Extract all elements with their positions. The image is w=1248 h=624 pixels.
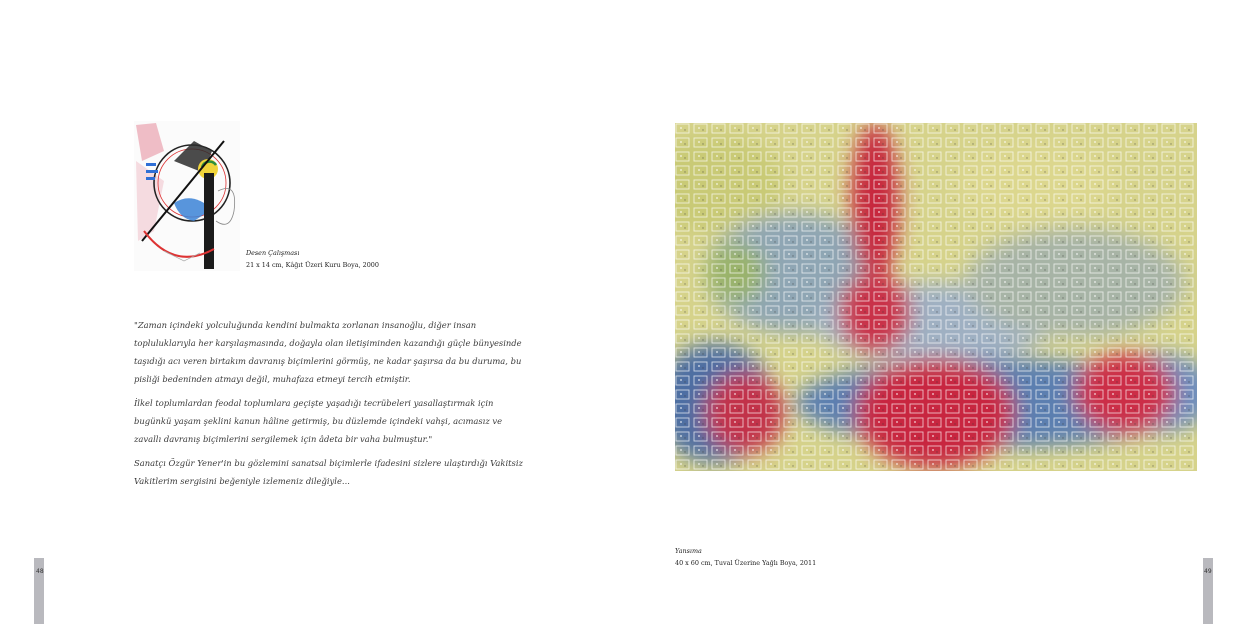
- quote-paragraph: İlkel toplumlardan feodal toplumlara geçişte yaşadığı tecrübeleri yasallaştırmak için bugünkü yaşam şeklini kanun hâline getirmiş, bu düzlemde içindeki vahşi, acımasız ve zavallı davranış biçimlerini sergilemek için âdeta bir vaha bulmuştur.": [134, 398, 503, 444]
- painting-details: 40 x 60 cm, Tuval Üzerine Yağlı Boya, 2011: [675, 559, 817, 567]
- sketch-caption: [246, 247, 379, 271]
- painting-title: Yansıma: [675, 547, 702, 555]
- exhibition-quote: [134, 316, 524, 496]
- drawing-sketch-image: [134, 121, 240, 271]
- sketch-details: 21 x 14 cm, Kâğıt Üzeri Kuru Boya, 2000: [246, 261, 379, 269]
- painting-image: [675, 123, 1197, 471]
- painting-caption: [675, 545, 816, 569]
- page-number-right: 49: [1204, 568, 1212, 575]
- quote-paragraph: "Zaman içindeki yolculuğunda kendini bulmakta zorlanan insanoğlu, diğer insan topluluklarıyla her karşılaşmasında, doğayla olan iletişiminden kazandığı güçle bünyesinde taşıdığı acı veren birtakım davranış biçimlerini görmüş, ne kadar şaşırsa da bu duruma, bu pisliği bedeninden atmayı değil, muhafaza etmeyi tercih etmiştir.: [134, 320, 522, 384]
- page-number-left: 48: [36, 568, 44, 575]
- sketch-title: Desen Çalışması: [246, 249, 300, 257]
- quote-paragraph: Sanatçı Özgür Yener'in bu gözlemini sanatsal biçimlerle ifadesini sizlere ulaştırdığı Vakitsiz Vakitlerim sergisini beğeniyle izlemeniz dileğiyle...: [134, 458, 523, 486]
